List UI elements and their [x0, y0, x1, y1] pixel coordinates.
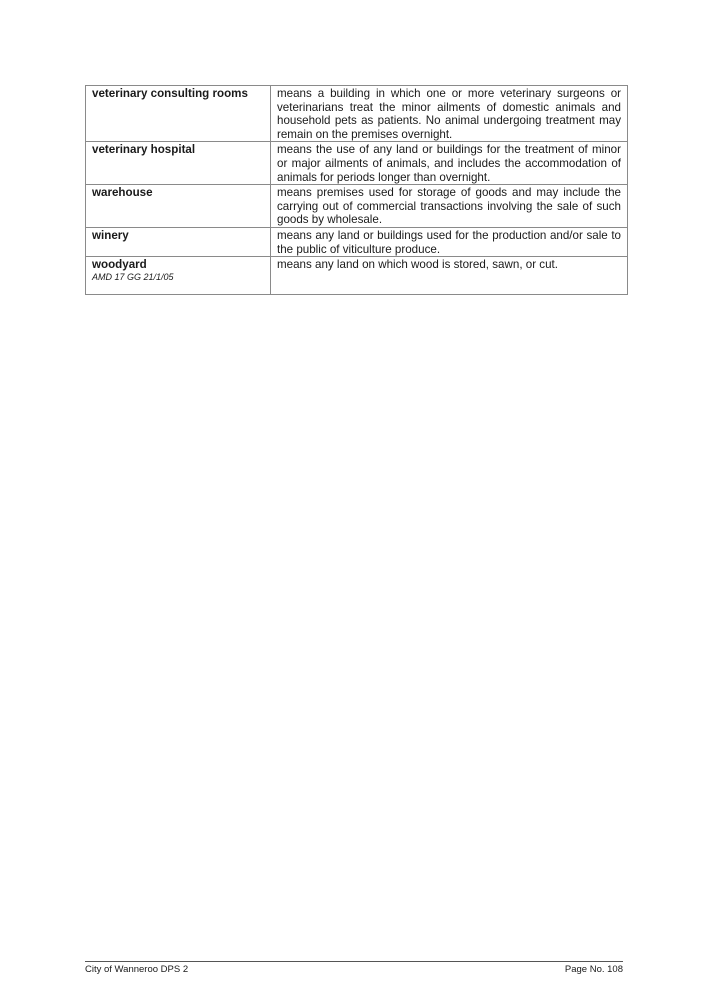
term-cell: [86, 86, 271, 142]
term-cell: [86, 257, 271, 295]
definitions-table: [85, 85, 628, 295]
term-cell: [86, 185, 271, 228]
term-label: veterinary hospital: [92, 143, 196, 157]
table-row: [86, 227, 628, 256]
term-cell: [86, 227, 271, 256]
definition-cell: means any land or buildings used for the production and/or sale to the public of viticulture produce.: [271, 227, 628, 256]
table-row: [86, 86, 628, 142]
amendment-note: AMD 17 GG 21/1/05: [92, 271, 174, 282]
definition-cell: means the use of any land or buildings for the treatment of minor or major ailments of animals, and includes the accommodation of animals for periods longer than overnight.: [271, 142, 628, 185]
term-label: winery: [92, 228, 129, 242]
term-label: veterinary consulting rooms: [92, 87, 248, 100]
term-label: woodyard: [92, 258, 147, 272]
table-row: [86, 142, 628, 185]
table-row: [86, 185, 628, 228]
page-footer: [85, 961, 623, 976]
footer-document-title: City of Wanneroo DPS 2: [85, 964, 189, 975]
definition-cell: means a building in which one or more veterinary surgeons or veterinarians treat the minor ailments of domestic animals and household pets as patients. No animal undergoing treatment may remain on the premises overnight.: [271, 86, 628, 142]
term-cell: [86, 142, 271, 185]
definition-cell: means any land on which wood is stored, sawn, or cut.: [271, 257, 628, 295]
term-label: warehouse: [92, 186, 153, 200]
definition-cell: means premises used for storage of goods and may include the carrying out of commercial transactions involving the sale of such goods by wholesale.: [271, 185, 628, 228]
table-row: [86, 257, 628, 295]
footer-page-number: Page No. 108: [564, 964, 623, 975]
